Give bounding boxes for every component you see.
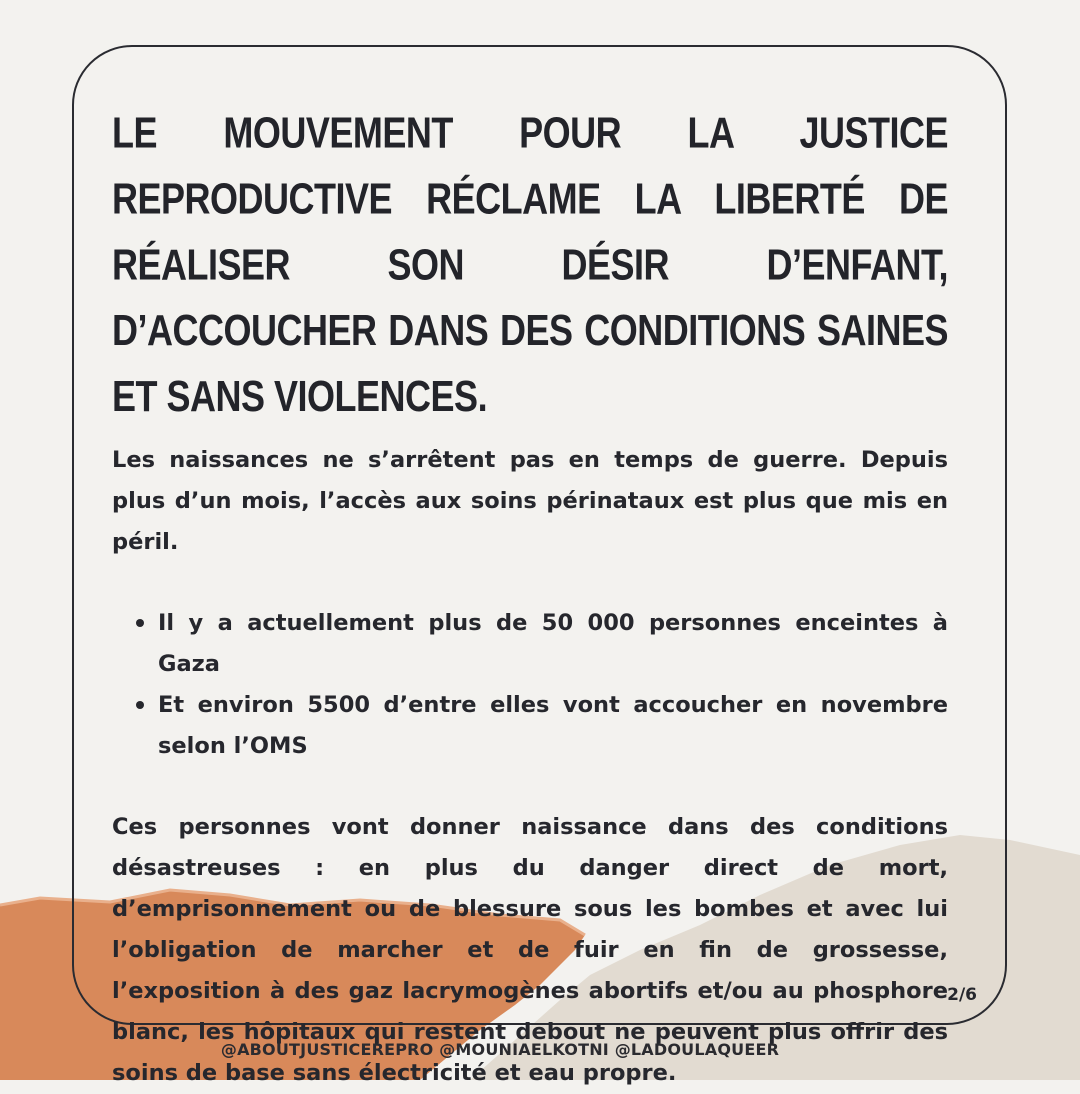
list-item-text: Et environ 5500 d’entre elles vont accoucher en novembre selon l’OMS <box>158 692 948 759</box>
footer-handles: @ABOUTJUSTICEREPRO @MOUNIAELKOTNI @LADOULAQUEER <box>220 1040 780 1059</box>
bullet-list <box>112 603 948 767</box>
page-number: 2/6 <box>947 985 977 1005</box>
list-item <box>158 603 948 685</box>
headline: LE MOUVEMENT POUR LA JUSTICE REPRODUCTIVE RÉCLAME LA LIBERTÉ DE RÉALISER SON DÉSIR D’ENFANT, D’ACCOUCHER DANS DES CONDITIONS SAINES ET SANS VIOLENCES. <box>112 107 948 421</box>
list-item-text: Il y a actuellement plus de 50 000 personnes enceintes à Gaza <box>158 610 948 677</box>
conditions-paragraph: Ces personnes vont donner naissance dans des conditions désastreuses : en plus du danger direct de mort, d’emprisonnement ou de blessure sous les bombes et avec lui l’obligation de marcher et de fuir en fin de grossesse, l’exposition à des gaz lacrymogènes abortifs et/ou au phosphore blanc, les hôpitaux qui restent debout ne peuvent plus offrir des soins de base sans électricité et eau propre. <box>112 814 948 1086</box>
bullet-dot-icon <box>136 619 144 627</box>
bullet-dot-icon <box>136 701 144 709</box>
list-item <box>158 685 948 767</box>
intro-paragraph: Les naissances ne s’arrêtent pas en temps de guerre. Depuis plus d’un mois, l’accès aux soins périnataux est plus que mis en péril. <box>112 447 948 555</box>
content-area <box>112 100 948 1094</box>
